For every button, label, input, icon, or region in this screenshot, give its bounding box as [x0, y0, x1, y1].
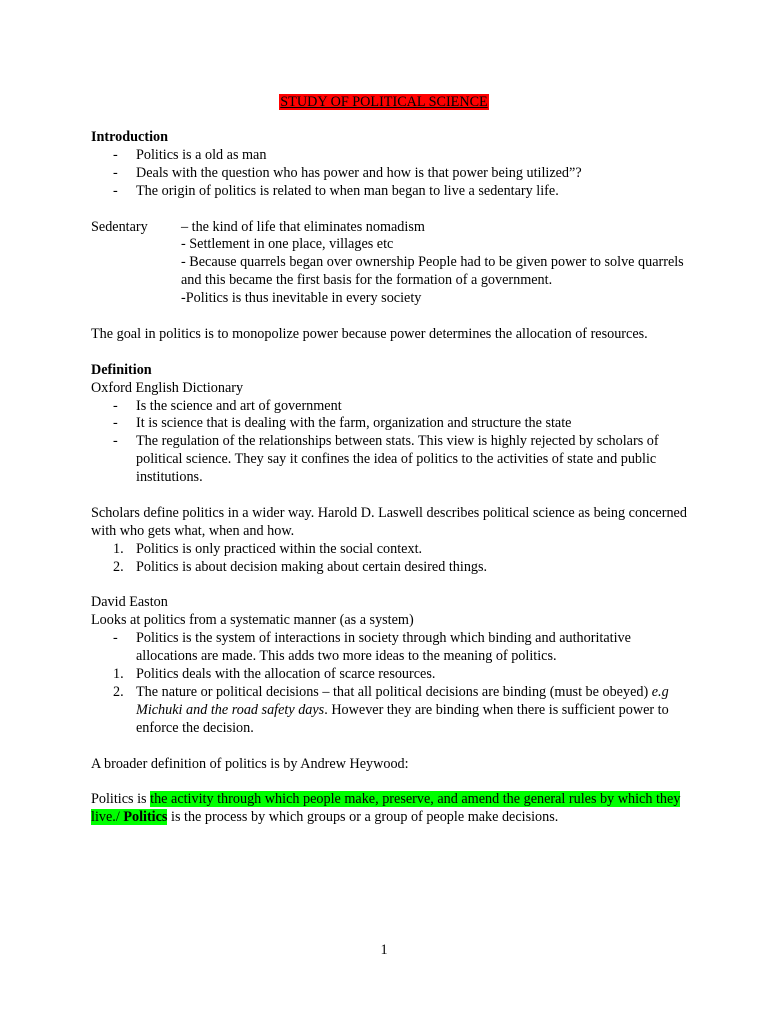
list-marker: - — [113, 146, 118, 163]
definition-list — [91, 398, 691, 488]
definition-source: Oxford English Dictionary — [91, 379, 244, 396]
scholars-list — [91, 541, 691, 577]
sedentary-definition — [91, 219, 691, 309]
title-line — [0, 94, 768, 112]
document-body — [91, 129, 691, 827]
list-item: - It is science that is dealing with the farm, organization and structure the state — [113, 415, 572, 432]
list-item: - Is the science and art of government — [113, 397, 342, 414]
list-marker: 2. — [113, 684, 124, 701]
definition-heading: Definition — [91, 361, 152, 378]
broader-definition-intro: A broader definition of politics is by Andrew Heywood: — [91, 755, 409, 772]
scholars-paragraph: Scholars define politics in a wider way. Harold D. Laswell describes political science as being concerned with who gets what, when and how. — [91, 504, 687, 539]
goal-paragraph: The goal in politics is to monopolize power because power determines the allocation of resources. — [91, 325, 648, 342]
list-item: 1. Politics is only practiced within the social context. — [113, 540, 423, 557]
list-marker: 1. — [113, 540, 124, 557]
list-item: 1. Politics deals with the allocation of scarce resources. — [113, 666, 436, 683]
list-marker: - — [113, 164, 118, 181]
list-item: - Deals with the question who has power and how is that power being utilized”? — [113, 164, 582, 181]
list-item: - The origin of politics is related to when man began to live a sedentary life. — [113, 182, 559, 199]
sedentary-lines: – the kind of life that eliminates nomadism - Settlement in one place, villages etc - Because quarrels began over ownership People had to be given power to solve quarrels and this became the first basis for the formation of a government. -Politics is thus inevitable in every society — [181, 218, 684, 307]
easton-intro: Looks at politics from a systematic manner (as a system) — [91, 612, 414, 629]
heywood-definition: Politics is the activity through which people make, preserve, and amend the general rules by which they live./ Politics is the process by which groups or a group of people make decisions. — [91, 791, 681, 826]
highlighted-definition: the activity through which people make, preserve, and amend the general rules by which they live./ — [91, 791, 681, 826]
list-item: 2. Politics is about decision making about certain desired things. — [113, 558, 488, 575]
introduction-heading: Introduction — [91, 129, 168, 145]
list-item: 2. The nature or political decisions – that all political decisions are binding (must be obeyed) e.g Michuki and the road safety days. However they are binding when there is sufficient power to enforce the decision. — [113, 684, 669, 736]
sedentary-term: Sedentary — [91, 218, 148, 235]
list-item: - Politics is a old as man — [113, 146, 267, 163]
list-marker: - — [113, 630, 118, 647]
document-title: STUDY OF POLITICAL SCIENCE — [280, 94, 488, 110]
list-marker: 2. — [113, 558, 124, 575]
list-item: - The regulation of the relationships between stats. This view is highly rejected by scholars of political science. They say it confines the idea of politics to the activities of state and public institutions. — [113, 433, 659, 486]
easton-numbered-list — [91, 666, 691, 738]
easton-bullet-list — [91, 630, 691, 666]
introduction-list — [91, 147, 691, 201]
highlighted-term: Politics — [123, 809, 168, 826]
list-item: - Politics is the system of interactions in society through which binding and authoritative allocations are made. This adds two more ideas to the meaning of politics. — [113, 630, 631, 665]
easton-name: David Easton — [91, 594, 168, 611]
list-marker: - — [113, 182, 118, 199]
list-marker: - — [113, 415, 118, 432]
list-marker: - — [113, 433, 118, 450]
page-number: 1 — [380, 942, 388, 958]
list-marker: 1. — [113, 666, 124, 683]
example-text: e.g Michuki and the road safety days — [136, 684, 669, 718]
list-marker: - — [113, 397, 118, 414]
